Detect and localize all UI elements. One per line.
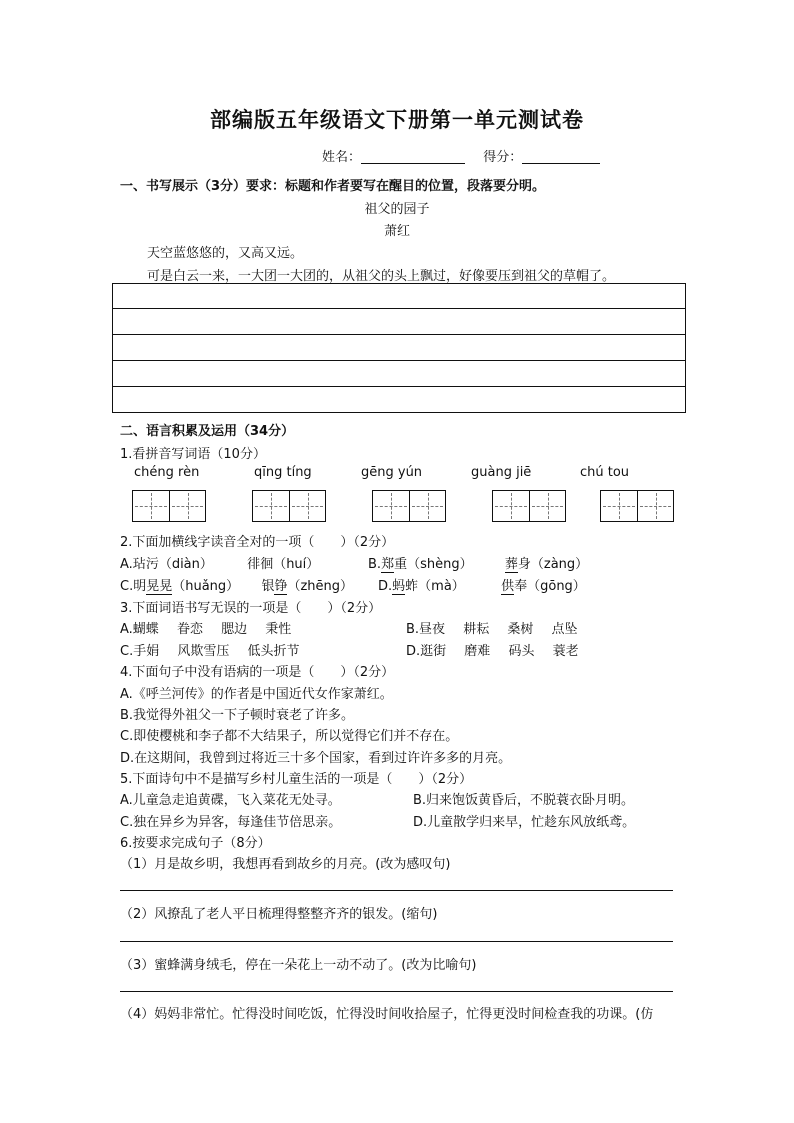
q4-stem: 4.下面句子中没有语病的一项是（ ）（2分） — [120, 665, 395, 680]
q3-a-word: 腮边 — [221, 622, 248, 637]
q2-d-underlined: 供 — [501, 579, 515, 594]
writing-line — [113, 360, 685, 361]
q2-a-part: 徘 — [247, 557, 261, 572]
q6-sentence-4: （4）妈妈非常忙。忙得没时间吃饭，忙得没时间收拾屋子，忙得更没时间检查我的功课。(仿 — [120, 1007, 654, 1022]
pinyin-1: chéng rèn — [134, 465, 200, 480]
tianzige-4[interactable] — [492, 490, 566, 522]
pinyin-4: guàng jiē — [471, 465, 532, 480]
q2-a-part: A.玷 — [120, 557, 146, 572]
q3-b-word: B.昼夜 — [406, 622, 446, 637]
q3-d-word: D.逛街 — [406, 644, 447, 659]
answer-line-3[interactable] — [120, 991, 673, 992]
q2-d-underlined: 蚂 — [392, 579, 406, 594]
q2-a-part: 徊（huí） — [260, 557, 320, 572]
q2-option-c[interactable] — [120, 575, 353, 594]
q6-sentence-2: （2）风撩乱了老人平日梳理得整整齐齐的银发。(缩句) — [120, 907, 438, 922]
q3-stem: 3.下面词语书写无误的一项是（ ）（2分） — [120, 601, 382, 616]
q2-c-part: （huǎng） — [172, 579, 240, 594]
writing-line — [113, 334, 685, 335]
q3-a-word: A.蝴蝶 — [120, 622, 159, 637]
q2-d-part: 蚱（mà） — [405, 579, 465, 594]
q2-b-part: 重（shèng） — [394, 557, 473, 572]
q3-a-word: 眷恋 — [176, 622, 203, 637]
handwriting-box[interactable] — [112, 283, 686, 413]
q2-option-d[interactable] — [378, 575, 586, 594]
q2-c-part: 银 — [261, 579, 275, 594]
q2-b-underlined: 葬 — [504, 557, 518, 572]
q2-option-b[interactable] — [368, 553, 588, 572]
q2-d-part: 奉（gōng） — [514, 579, 586, 594]
q3-option-c[interactable] — [120, 640, 300, 659]
score-label: 得分： — [483, 150, 523, 165]
q2-c-underlined: 晃晃 — [146, 579, 173, 594]
q4-option-c[interactable]: C.即使樱桃和李子都不大结果子，所以觉得它们并不存在。 — [120, 729, 459, 744]
name-blank[interactable] — [361, 149, 465, 164]
q2-stem: 2.下面加横线字读音全对的一项（ ）（2分） — [120, 535, 395, 550]
q4-option-b[interactable]: B.我觉得外祖父一下子顿时衰老了许多。 — [120, 708, 355, 723]
answer-line-1[interactable] — [120, 890, 673, 891]
q4-option-a[interactable]: A.《呼兰河传》的作者是中国近代女作家萧红。 — [120, 687, 393, 702]
tianzige-2[interactable] — [252, 490, 326, 522]
q3-option-b[interactable] — [406, 618, 578, 637]
q3-c-word: 低头折节 — [247, 644, 300, 659]
q2-c-part: C.明 — [120, 579, 147, 594]
writing-line — [113, 308, 685, 309]
tianzige-5[interactable] — [600, 490, 674, 522]
pinyin-2: qīng tíng — [254, 465, 312, 480]
page-title: 部编版五年级语文下册第一单元测试卷 — [210, 108, 584, 132]
q3-d-word: 磨难 — [464, 644, 491, 659]
q5-option-b[interactable]: B.归来饱饭黄昏后，不脱蓑衣卧月明。 — [413, 793, 635, 808]
q3-option-d[interactable] — [406, 640, 579, 659]
q3-d-word: 蓑老 — [552, 644, 579, 659]
answer-line-2[interactable] — [120, 941, 673, 942]
q5-stem: 5.下面诗句中不是描写乡村儿童生活的一项是（ ）（2分） — [120, 772, 473, 787]
q3-option-a[interactable] — [120, 618, 291, 637]
q6-sentence-1: （1）月是故乡明，我想再看到故乡的月亮。(改为感叹句) — [120, 857, 451, 872]
q5-option-c[interactable]: C.独在异乡为异客，每逢佳节倍思亲。 — [120, 815, 342, 830]
poem-title: 祖父的园子 — [364, 202, 430, 217]
tianzige-1[interactable] — [132, 490, 206, 522]
q2-a-part: 污（diàn） — [145, 557, 213, 572]
name-label: 姓名： — [322, 150, 362, 165]
q3-d-word: 码头 — [508, 644, 535, 659]
q3-a-word: 秉性 — [265, 622, 292, 637]
tianzige-3[interactable] — [372, 490, 446, 522]
section-1-heading: 一、书写展示（3分）要求：标题和作者要写在醒目的位置，段落要分明。 — [120, 179, 546, 194]
passage-line-2: 可是白云一来，一大团一大团的，从祖父的头上飘过，好像要压到祖父的草帽了。 — [147, 269, 616, 284]
pinyin-5: chú tou — [580, 465, 630, 480]
score-blank[interactable] — [522, 149, 600, 164]
q3-b-word: 耕耘 — [463, 622, 490, 637]
q2-c-part: （zhēng） — [287, 579, 354, 594]
q6-stem: 6.按要求完成句子（8分） — [120, 836, 271, 851]
q2-b-part: B. — [368, 557, 382, 572]
q5-option-d[interactable]: D.儿童散学归来早，忙趁东风放纸鸢。 — [413, 815, 636, 830]
q5-option-a[interactable]: A.儿童急走追黄碟，飞入菜花无处寻。 — [120, 793, 341, 808]
q2-b-underlined: 郑 — [381, 557, 395, 572]
q1-stem: 1.看拼音写词语（10分） — [120, 447, 266, 462]
section-2-heading: 二、语言积累及运用（34分） — [120, 424, 295, 439]
q2-option-a[interactable] — [120, 553, 319, 572]
pinyin-3: gēng yún — [361, 465, 423, 480]
student-info — [322, 146, 600, 165]
q3-c-word: C.手娟 — [120, 644, 160, 659]
q3-c-word: 风欺雪压 — [177, 644, 230, 659]
q4-option-d[interactable]: D.在这期间，我曾到过将近三十多个国家，看到过许许多多的月亮。 — [120, 751, 512, 766]
writing-line — [113, 386, 685, 387]
q3-b-word: 点坠 — [551, 622, 578, 637]
q3-b-word: 桑树 — [507, 622, 534, 637]
q2-c-underlined: 铮 — [274, 579, 288, 594]
q2-b-part: 身（zàng） — [517, 557, 589, 572]
q2-d-part: D. — [378, 579, 393, 594]
passage-line-1: 天空蓝悠悠的，又高又远。 — [147, 246, 304, 261]
q6-sentence-3: （3）蜜蜂满身绒毛，停在一朵花上一动不动了。(改为比喻句) — [120, 958, 477, 973]
poem-author: 萧红 — [383, 224, 410, 239]
